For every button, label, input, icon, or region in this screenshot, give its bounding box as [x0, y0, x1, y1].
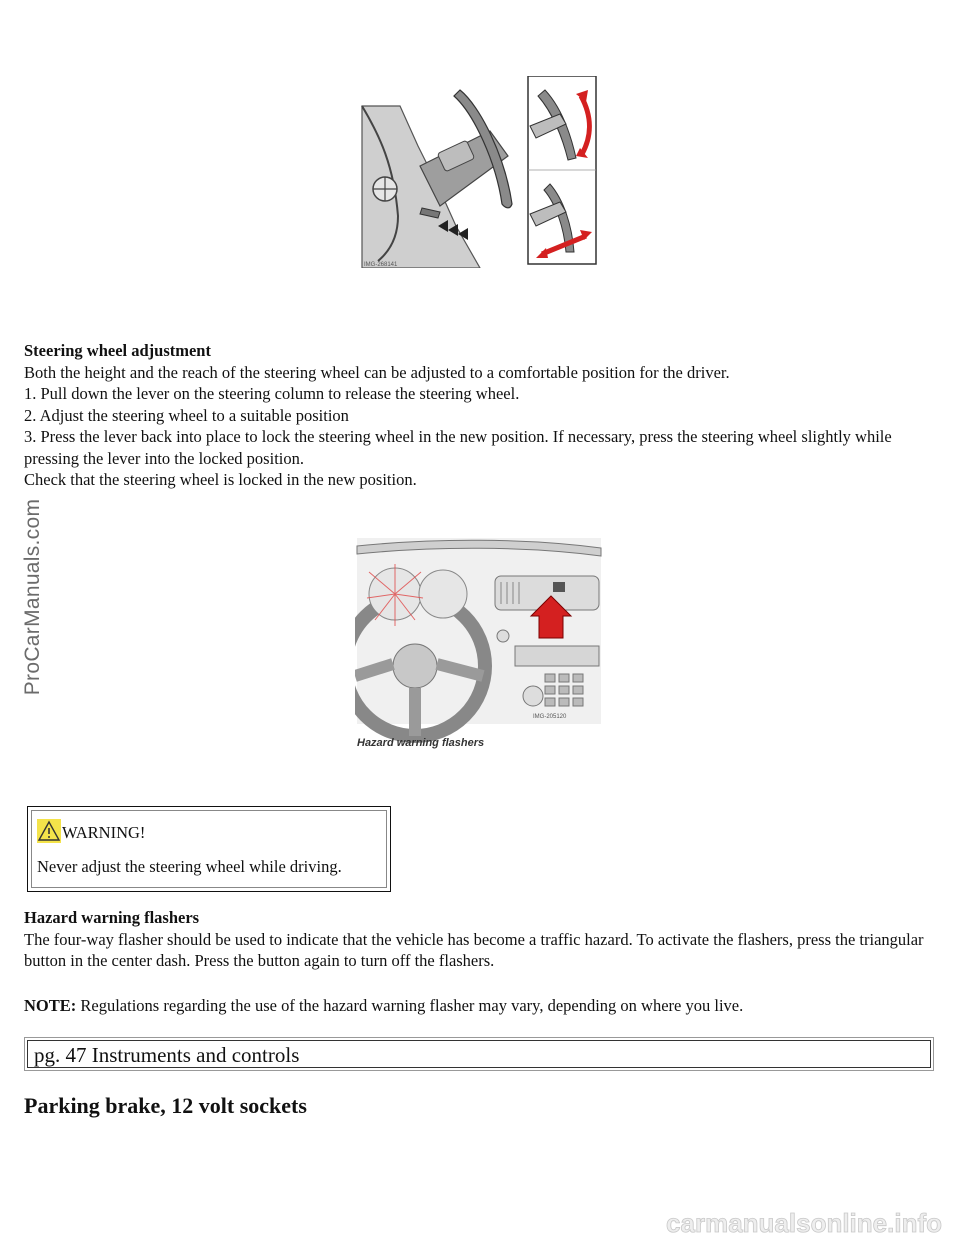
steering-adjustment-illustration: [360, 76, 600, 268]
steering-section: [24, 340, 934, 491]
figure2-caption: Hazard warning flashers: [357, 737, 485, 749]
next-section-title: Parking brake, 12 volt sockets: [24, 1093, 307, 1118]
steering-step-2: 2. Adjust the steering wheel to a suitable position: [24, 405, 349, 425]
warning-text: Never adjust the steering wheel while driving.: [37, 857, 342, 876]
steering-check: Check that the steering wheel is locked in the new position.: [24, 470, 417, 489]
steering-step-3: 3. Press the lever back into place to lock the steering wheel in the new position. If necessary, press the steering wheel slightly while pressing the lever into the locked position.: [24, 427, 892, 468]
page-header-label: pg. 47 Instruments and controls: [27, 1040, 931, 1068]
note-text: Regulations regarding the use of the hazard warning flasher may vary, depending on where you live.: [76, 996, 744, 1015]
footer-watermark: [484, 1208, 944, 1238]
note: [24, 996, 743, 1016]
steering-heading: Steering wheel adjustment: [24, 341, 211, 360]
steering-adjustment-figure: [360, 76, 600, 268]
figure2-code: IMG-205120: [533, 714, 567, 720]
figure1-code: IMG-268141: [364, 262, 398, 268]
warning-title: WARNING!: [62, 823, 146, 842]
steering-step-1: 1. Pull down the lever on the steering column to release the steering wheel.: [24, 384, 520, 403]
side-watermark-text: ProCarManuals.com: [21, 498, 44, 696]
hazard-figure: [355, 536, 605, 758]
steering-intro: Both the height and the reach of the steering wheel can be adjusted to a comfortable position for the driver.: [24, 362, 730, 382]
note-label: NOTE:: [24, 996, 77, 1015]
footer-watermark-text: carmanualsonline.info: [666, 1208, 942, 1238]
hazard-heading: Hazard warning flashers: [24, 908, 200, 927]
hazard-dashboard-illustration: [355, 536, 605, 758]
warning-triangle-icon: [37, 819, 61, 843]
hazard-section: [24, 907, 934, 972]
hazard-text: The four-way flasher should be used to indicate that the vehicle has become a traffic hazard. To activate the flashers, press the triangular button in the center dash. Press the button again to turn off the flashers.: [24, 929, 924, 970]
page-header-bar: [24, 1037, 934, 1071]
warning-box: [27, 806, 391, 892]
